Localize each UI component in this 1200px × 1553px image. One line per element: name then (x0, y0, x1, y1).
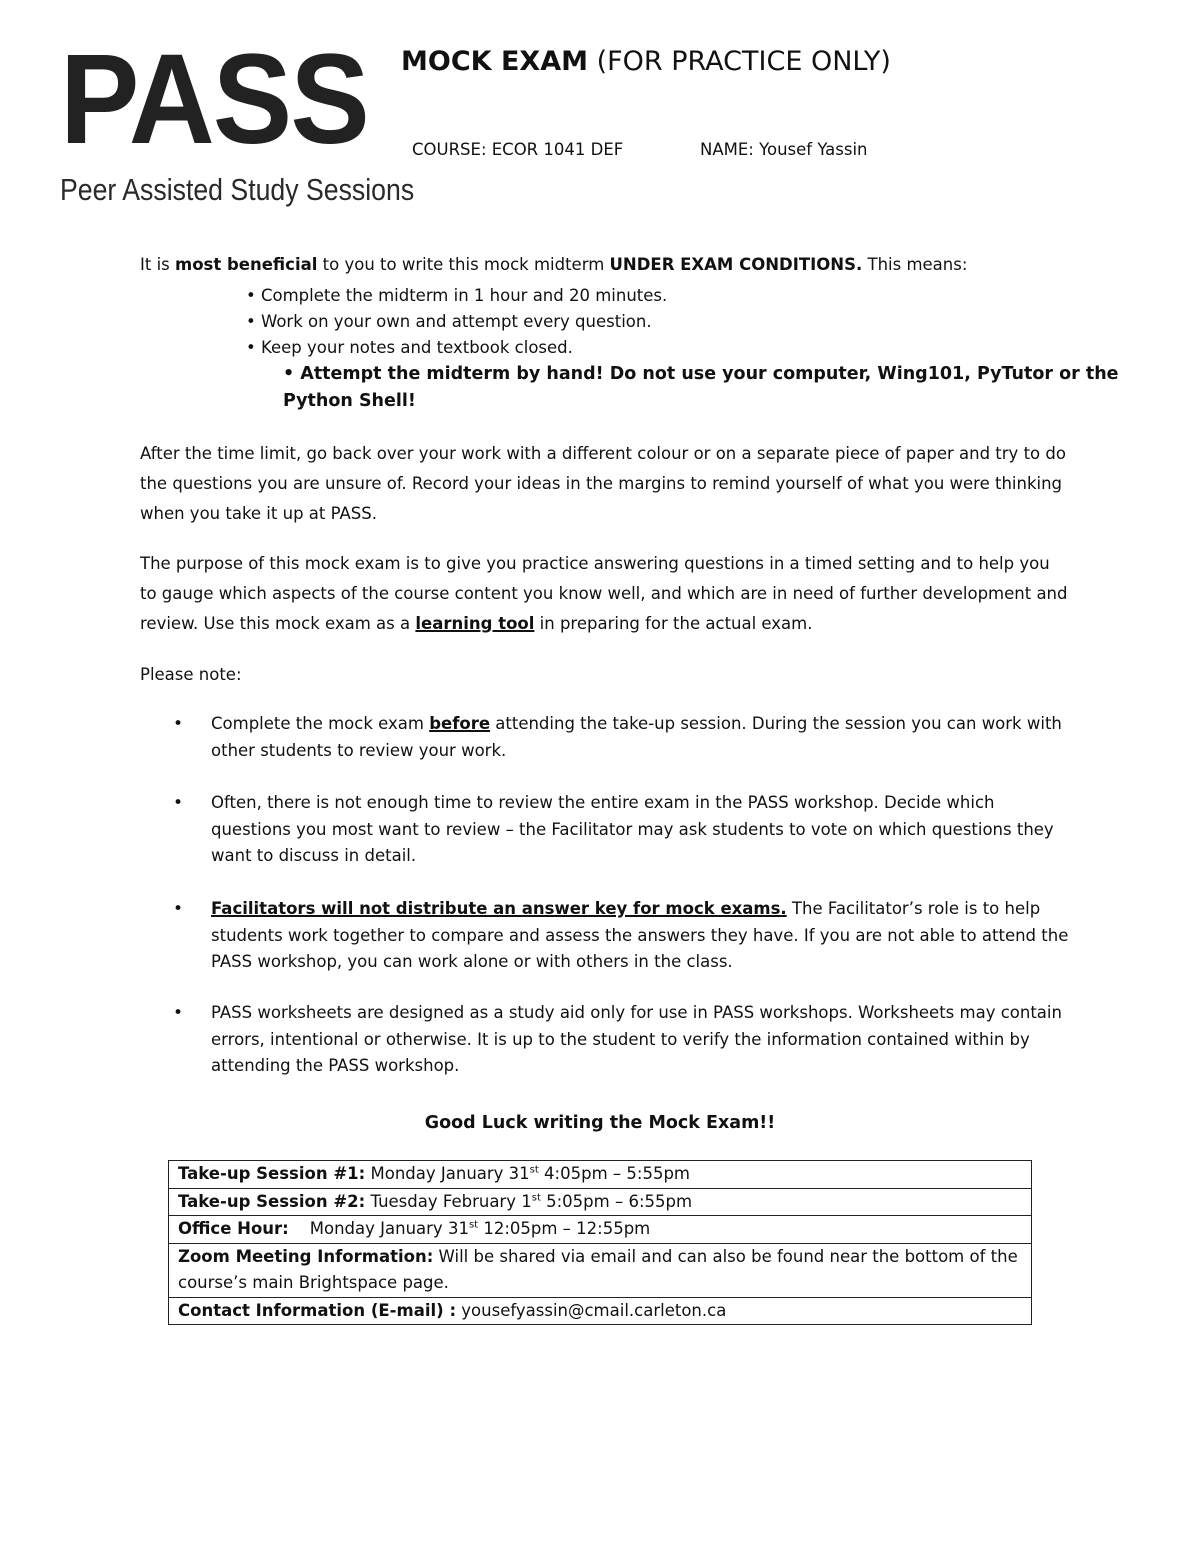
condition-item: • Keep your notes and textbook closed. (246, 338, 573, 357)
session-1-label: Take-up Session #1: (178, 1164, 366, 1183)
purpose-text: The purpose of this mock exam is to give you practice answering questions in a timed setting and to help you to gauge which aspects of the course content you know well, and which are in need of further development and review. Use this mock exam as a (140, 554, 1068, 633)
table-row (169, 1188, 1032, 1216)
session-2-label: Take-up Session #2: (178, 1191, 366, 1211)
note-text: The Facilitator’s role is to help students work together to compare and assess the answers they have. If you are not able to attend the PASS workshop, you can work alone or with others in the class. (211, 899, 1069, 971)
table-cell (169, 1243, 1032, 1297)
contact-label: Contact Information (E-mail) : (178, 1300, 457, 1320)
answer-key-emphasis: Facilitators will not distribute an answer key for mock exams. (211, 899, 787, 918)
purpose-paragraph (140, 549, 1070, 639)
please-note-label: Please note: (140, 665, 242, 684)
table-row (169, 1243, 1032, 1297)
zoom-label: Zoom Meeting Information: (178, 1246, 434, 1266)
intro-bold-2: UNDER EXAM CONDITIONS. (609, 255, 863, 274)
course-label: COURSE: ECOR 1041 DEF (412, 140, 624, 159)
table-row (169, 1216, 1032, 1244)
ordinal-suffix: st (468, 1219, 479, 1231)
name-label: NAME: Yousef Yassin (700, 140, 868, 159)
before-emphasis: before (429, 714, 491, 733)
bullet-icon: • (173, 793, 184, 813)
note-item: PASS worksheets are designed as a study aid only for use in PASS workshops. Worksheets may contain errors, intentional or otherwise. It is up to the student to verify the information contained within by attending the PASS workshop. (211, 1003, 1062, 1075)
condition-bold-line-1: • Attempt the midterm by hand! Do not use your computer, Wing101, PyTutor or the (283, 364, 1119, 384)
title-bold: MOCK EXAM (401, 46, 588, 77)
note-item (211, 896, 1071, 976)
session-1-time: 4:05pm – 5:55pm (538, 1164, 690, 1183)
pass-logo (60, 28, 415, 211)
intro-text-2: to you to write this mock midterm (317, 255, 610, 274)
purpose-tail: in preparing for the actual exam. (534, 614, 813, 633)
session-2-date: Tuesday February 1 (365, 1191, 532, 1211)
condition-bold-line-2: Python Shell! (283, 391, 416, 411)
note-text: attending the take-up session. During the session you can work with other students to review your work. (211, 714, 1062, 760)
table-cell (169, 1188, 1032, 1216)
session-1-date: Monday January 31 (365, 1164, 530, 1183)
learning-tool-emphasis: learning tool (415, 614, 535, 633)
zoom-text: Will be shared via email and can also be found near the bottom of the course’s main Brightspace page. (178, 1246, 1018, 1292)
table-cell (169, 1216, 1032, 1244)
condition-item: • Work on your own and attempt every question. (246, 312, 652, 331)
logo-subtitle: Peer Assisted Study Sessions (60, 172, 415, 207)
page-title (401, 44, 891, 80)
title-rest: (FOR PRACTICE ONLY) (587, 46, 891, 77)
office-hour-date: Monday January 31 (288, 1219, 469, 1238)
table-row (169, 1297, 1032, 1325)
office-hour-time: 12:05pm – 12:55pm (478, 1219, 651, 1238)
note-text: Complete the mock exam (211, 714, 430, 733)
bullet-icon: • (173, 899, 184, 919)
intro-text-1: It is (140, 255, 176, 274)
ordinal-suffix: st (529, 1164, 539, 1176)
good-luck-heading: Good Luck writing the Mock Exam!! (424, 1113, 776, 1133)
contact-email-link[interactable]: yousefyassin@cmail.carleton.ca (456, 1300, 727, 1320)
intro-bold-1: most beneficial (175, 255, 318, 274)
intro-text-3: This means: (862, 255, 968, 274)
note-item: Often, there is not enough time to review the entire exam in the PASS workshop. Decide which questions you most want to review – the Facilitator may ask students to vote on which questions they want to discuss in detail. (211, 793, 1054, 865)
session-info-table (168, 1160, 1032, 1325)
logo-mark: PASS (60, 28, 368, 171)
table-row (169, 1161, 1032, 1189)
table-cell (169, 1297, 1032, 1325)
after-time-limit-paragraph: After the time limit, go back over your work with a different colour or on a separate piece of paper and try to do the questions you are unsure of. Record your ideas in the margins to remind yourself of what you were thinking when you take it up at PASS. (140, 444, 1066, 523)
condition-item: • Complete the midterm in 1 hour and 20 minutes. (246, 286, 668, 305)
session-2-time: 5:05pm – 6:55pm (540, 1191, 693, 1211)
intro-line (140, 254, 967, 276)
office-hour-label: Office Hour: (178, 1219, 289, 1238)
table-cell (169, 1161, 1032, 1189)
bullet-icon: • (173, 1003, 184, 1023)
ordinal-suffix: st (531, 1192, 541, 1203)
bullet-icon: • (173, 714, 184, 734)
note-item (211, 711, 1071, 764)
